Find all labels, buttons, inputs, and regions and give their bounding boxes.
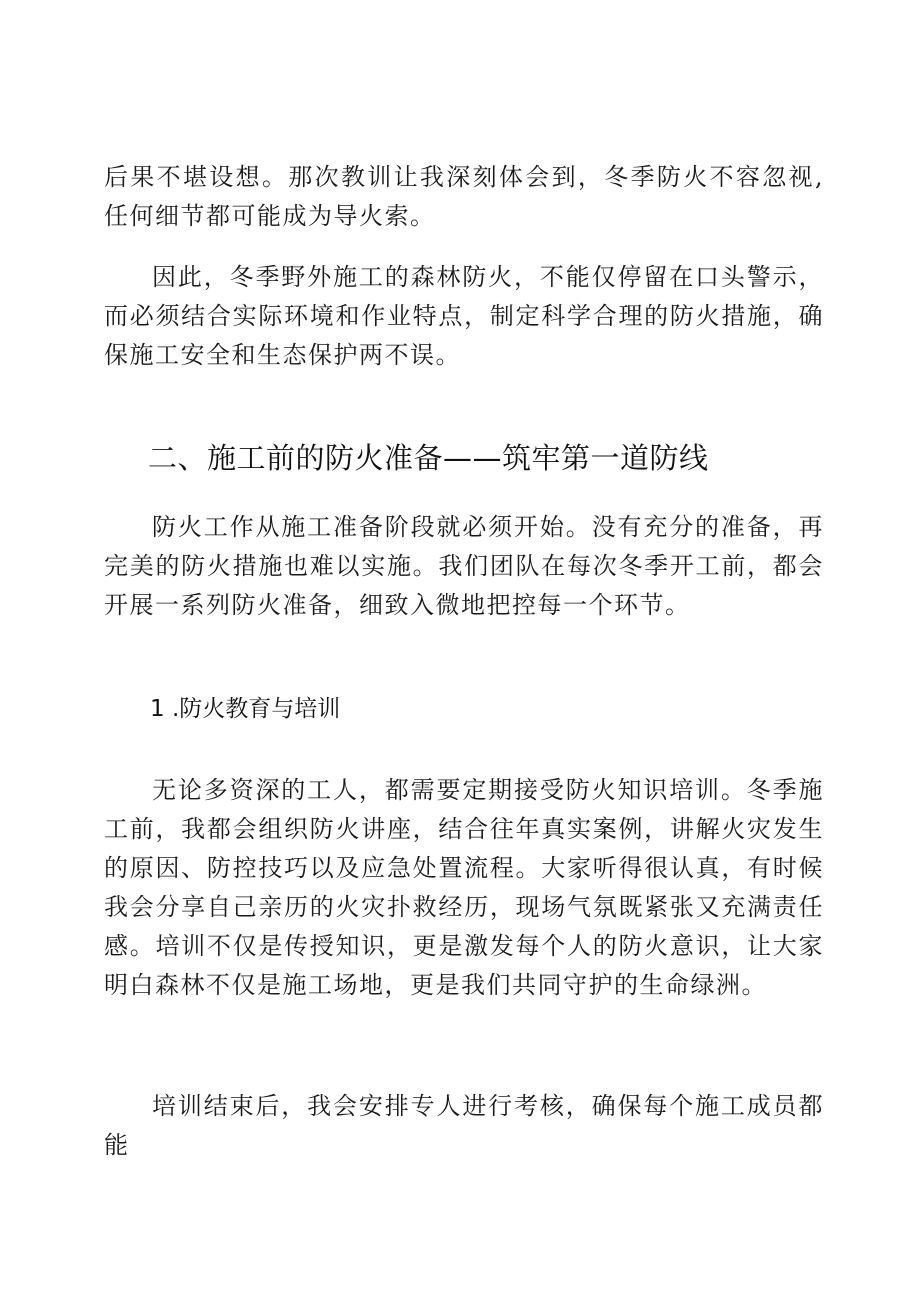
paragraph-training-details: 无论多资深的工人，都需要定期接受防火知识培训。冬季施工前，我都会组织防火讲座，结合往年真实案例，讲解火灾发生的原因、防控技巧以及应急处置流程。大家听得很认真，有时候我会分享自己亲历的火灾扑救经历，现场气氛既紧张又充满责任感。培训不仅是传授知识，更是激发每个人的防火意识，让大家明白森林不仅是施工场地，更是我们共同守护的生命绿洲。 xyxy=(104,776,824,999)
paragraph-assessment: 培训结束后，我会安排专人进行考核，确保每个施工成员都能 xyxy=(104,1092,824,1159)
section-heading-preparation: 二、施工前的防火准备——筑牢第一道防线 xyxy=(148,441,709,475)
paragraph-therefore: 因此，冬季野外施工的森林防火，不能仅停留在口头警示，而必须结合实际环境和作业特点，制定科学合理的防火措施，确保施工安全和生态保护两不误。 xyxy=(104,263,824,369)
paragraph-preparation-intro: 防火工作从施工准备阶段就必须开始。没有充分的准备，再完美的防火措施也难以实施。我们团队在每次冬季开工前，都会开展一系列防火准备，细致入微地把控每一个环节。 xyxy=(104,513,824,619)
subheading-education-training: 1 .防火教育与培训 xyxy=(150,696,341,722)
paragraph-consequence: 后果不堪设想。那次教训让我深刻体会到，冬季防火不容忽视,任何细节都可能成为导火索。 xyxy=(104,163,824,230)
